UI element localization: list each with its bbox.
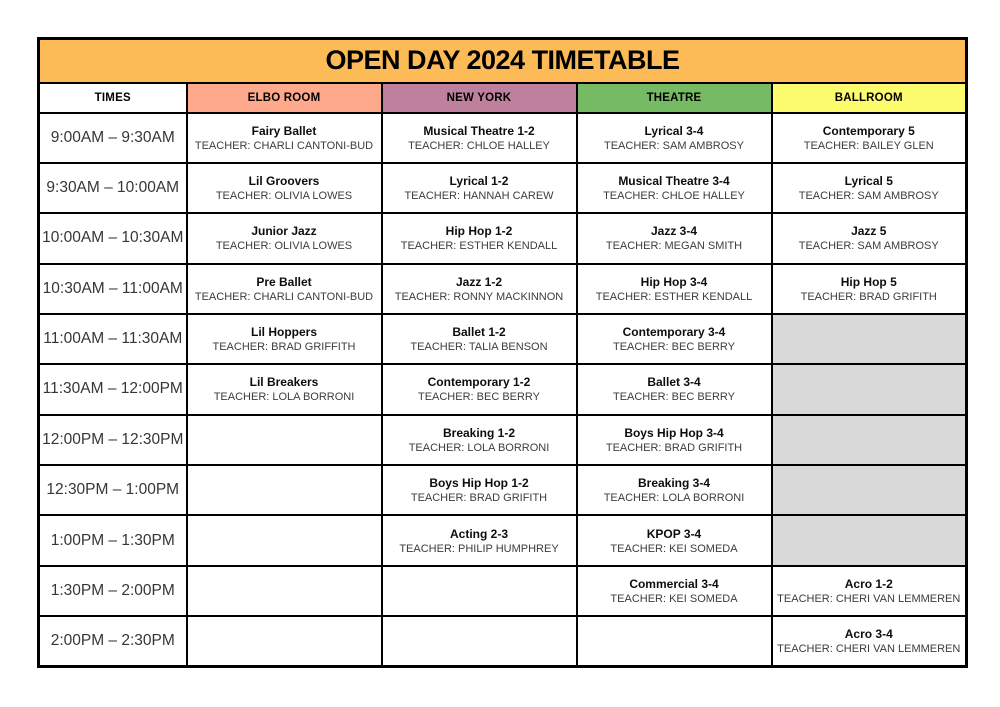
empty-cell <box>772 515 967 565</box>
teacher-name: TEACHER: BEC BERRY <box>612 341 736 354</box>
teacher-name: TEACHER: SAM AMBROSY <box>604 139 744 152</box>
class-name: Acro 3-4 <box>844 627 893 642</box>
teacher-name: TEACHER: CHERI VAN LEMMEREN <box>777 592 961 605</box>
class-cell <box>577 515 772 565</box>
class-name: Breaking 1-2 <box>442 425 516 440</box>
teacher-name: TEACHER: ESTHER KENDALL <box>400 240 558 253</box>
timetable <box>37 37 968 668</box>
class-name: KPOP 3-4 <box>646 526 702 541</box>
teacher-name: TEACHER: SAM AMBROSY <box>798 240 939 253</box>
class-cell <box>772 264 967 314</box>
timetable-row <box>39 163 967 213</box>
teacher-name: TEACHER: BRAD GRIFITH <box>410 492 548 505</box>
empty-cell <box>187 616 382 666</box>
empty-cell <box>382 566 577 616</box>
class-cell <box>577 314 772 364</box>
class-cell <box>772 213 967 263</box>
empty-cell <box>577 616 772 666</box>
timetable-row <box>39 113 967 163</box>
empty-cell <box>772 314 967 364</box>
empty-cell <box>187 515 382 565</box>
class-cell <box>382 264 577 314</box>
teacher-name: TEACHER: LOLA BORRONI <box>408 441 550 454</box>
title-row <box>39 39 967 83</box>
class-name: Hip Hop 5 <box>840 274 897 289</box>
class-name: Jazz 3-4 <box>650 224 698 239</box>
class-cell <box>577 566 772 616</box>
teacher-name: TEACHER: CHERI VAN LEMMEREN <box>777 643 961 656</box>
teacher-name: TEACHER: BRAD GRIFITH <box>800 290 937 303</box>
empty-cell <box>772 465 967 515</box>
class-cell <box>382 213 577 263</box>
column-header-elbo-room: ELBO ROOM <box>187 83 382 113</box>
empty-cell <box>187 415 382 465</box>
class-cell <box>577 415 772 465</box>
class-name: Contemporary 1-2 <box>427 375 531 390</box>
class-cell <box>187 213 382 263</box>
page-title: OPEN DAY 2024 TIMETABLE <box>39 39 967 83</box>
class-cell <box>187 113 382 163</box>
teacher-name: TEACHER: BAILEY GLEN <box>803 139 934 152</box>
class-name: Lil Hoppers <box>250 325 317 340</box>
class-cell <box>577 113 772 163</box>
class-name: Boys Hip Hop 3-4 <box>624 425 724 440</box>
teacher-name: TEACHER: BEC BERRY <box>417 391 541 404</box>
time-slot: 1:30PM – 2:00PM <box>39 566 187 616</box>
class-name: Lyrical 3-4 <box>644 123 704 138</box>
timetable-row <box>39 465 967 515</box>
teacher-name: TEACHER: OLIVIA LOWES <box>215 240 353 253</box>
class-cell <box>577 465 772 515</box>
class-cell <box>577 213 772 263</box>
time-slot: 10:00AM – 10:30AM <box>39 213 187 263</box>
class-name: Lil Breakers <box>249 375 319 390</box>
class-cell <box>382 415 577 465</box>
teacher-name: TEACHER: PHILIP HUMPHREY <box>399 542 559 555</box>
class-name: Musical Theatre 3-4 <box>618 174 730 189</box>
time-slot: 11:30AM – 12:00PM <box>39 364 187 414</box>
column-header-ballroom: BALLROOM <box>772 83 967 113</box>
timetable-row <box>39 364 967 414</box>
class-name: Jazz 1-2 <box>455 274 503 289</box>
class-cell <box>577 163 772 213</box>
column-header-times: TIMES <box>39 83 187 113</box>
timetable-row <box>39 566 967 616</box>
empty-cell <box>382 616 577 666</box>
class-cell <box>187 264 382 314</box>
empty-cell <box>772 364 967 414</box>
teacher-name: TEACHER: KEI SOMEDA <box>610 592 738 605</box>
teacher-name: TEACHER: CHLOE HALLEY <box>408 139 550 152</box>
class-name: Commercial 3-4 <box>629 576 719 591</box>
class-name: Boys Hip Hop 1-2 <box>429 476 529 491</box>
teacher-name: TEACHER: TALIA BENSON <box>410 341 548 354</box>
class-name: Acro 1-2 <box>844 576 893 591</box>
time-slot: 12:30PM – 1:00PM <box>39 465 187 515</box>
class-name: Pre Ballet <box>256 274 312 289</box>
class-name: Junior Jazz <box>251 224 317 239</box>
class-name: Jazz 5 <box>851 224 887 239</box>
teacher-name: TEACHER: BRAD GRIFFITH <box>212 341 356 354</box>
class-name: Contemporary 5 <box>822 123 915 138</box>
class-name: Ballet 1-2 <box>452 325 506 340</box>
time-slot: 11:00AM – 11:30AM <box>39 314 187 364</box>
class-name: Hip Hop 3-4 <box>640 274 708 289</box>
column-header-new-york: NEW YORK <box>382 83 577 113</box>
teacher-name: TEACHER: KEI SOMEDA <box>610 542 738 555</box>
timetable-row <box>39 515 967 565</box>
class-name: Contemporary 3-4 <box>622 325 726 340</box>
timetable-row <box>39 213 967 263</box>
timetable-row <box>39 415 967 465</box>
class-cell <box>382 515 577 565</box>
empty-cell <box>187 465 382 515</box>
teacher-name: TEACHER: BRAD GRIFITH <box>605 441 743 454</box>
class-cell <box>187 163 382 213</box>
class-name: Lyrical 1-2 <box>449 174 509 189</box>
class-cell <box>577 264 772 314</box>
class-cell <box>772 616 967 666</box>
empty-cell <box>772 415 967 465</box>
teacher-name: TEACHER: LOLA BORRONI <box>213 391 355 404</box>
class-name: Hip Hop 1-2 <box>445 224 513 239</box>
time-slot: 1:00PM – 1:30PM <box>39 515 187 565</box>
time-slot: 9:30AM – 10:00AM <box>39 163 187 213</box>
class-cell <box>382 465 577 515</box>
class-cell <box>772 566 967 616</box>
class-cell <box>187 364 382 414</box>
column-header-row <box>39 83 967 113</box>
column-header-theatre: THEATRE <box>577 83 772 113</box>
class-cell <box>772 163 967 213</box>
class-name: Fairy Ballet <box>251 123 317 138</box>
teacher-name: TEACHER: LOLA BORRONI <box>603 492 745 505</box>
class-cell <box>382 314 577 364</box>
teacher-name: TEACHER: SAM AMBROSY <box>798 190 939 203</box>
time-slot: 2:00PM – 2:30PM <box>39 616 187 666</box>
time-slot: 9:00AM – 9:30AM <box>39 113 187 163</box>
teacher-name: TEACHER: CHLOE HALLEY <box>603 190 745 203</box>
teacher-name: TEACHER: OLIVIA LOWES <box>215 190 353 203</box>
class-cell <box>187 314 382 364</box>
class-name: Lil Groovers <box>248 174 320 189</box>
empty-cell <box>187 566 382 616</box>
timetable-row <box>39 264 967 314</box>
teacher-name: TEACHER: MEGAN SMITH <box>605 240 743 253</box>
teacher-name: TEACHER: CHARLI CANTONI-BUD <box>194 139 374 152</box>
class-cell <box>772 113 967 163</box>
class-cell <box>382 364 577 414</box>
class-cell <box>577 364 772 414</box>
teacher-name: TEACHER: ESTHER KENDALL <box>595 290 753 303</box>
teacher-name: TEACHER: CHARLI CANTONI-BUD <box>194 290 374 303</box>
timetable-row <box>39 314 967 364</box>
class-name: Musical Theatre 1-2 <box>423 123 535 138</box>
class-cell <box>382 113 577 163</box>
teacher-name: TEACHER: RONNY MACKINNON <box>394 290 564 303</box>
class-name: Breaking 3-4 <box>637 476 711 491</box>
class-cell <box>382 163 577 213</box>
class-name: Lyrical 5 <box>844 174 893 189</box>
timetable-row <box>39 616 967 666</box>
time-slot: 10:30AM – 11:00AM <box>39 264 187 314</box>
time-slot: 12:00PM – 12:30PM <box>39 415 187 465</box>
teacher-name: TEACHER: BEC BERRY <box>612 391 736 404</box>
class-name: Acting 2-3 <box>449 526 508 541</box>
class-name: Ballet 3-4 <box>647 375 701 390</box>
teacher-name: TEACHER: HANNAH CAREW <box>404 190 554 203</box>
